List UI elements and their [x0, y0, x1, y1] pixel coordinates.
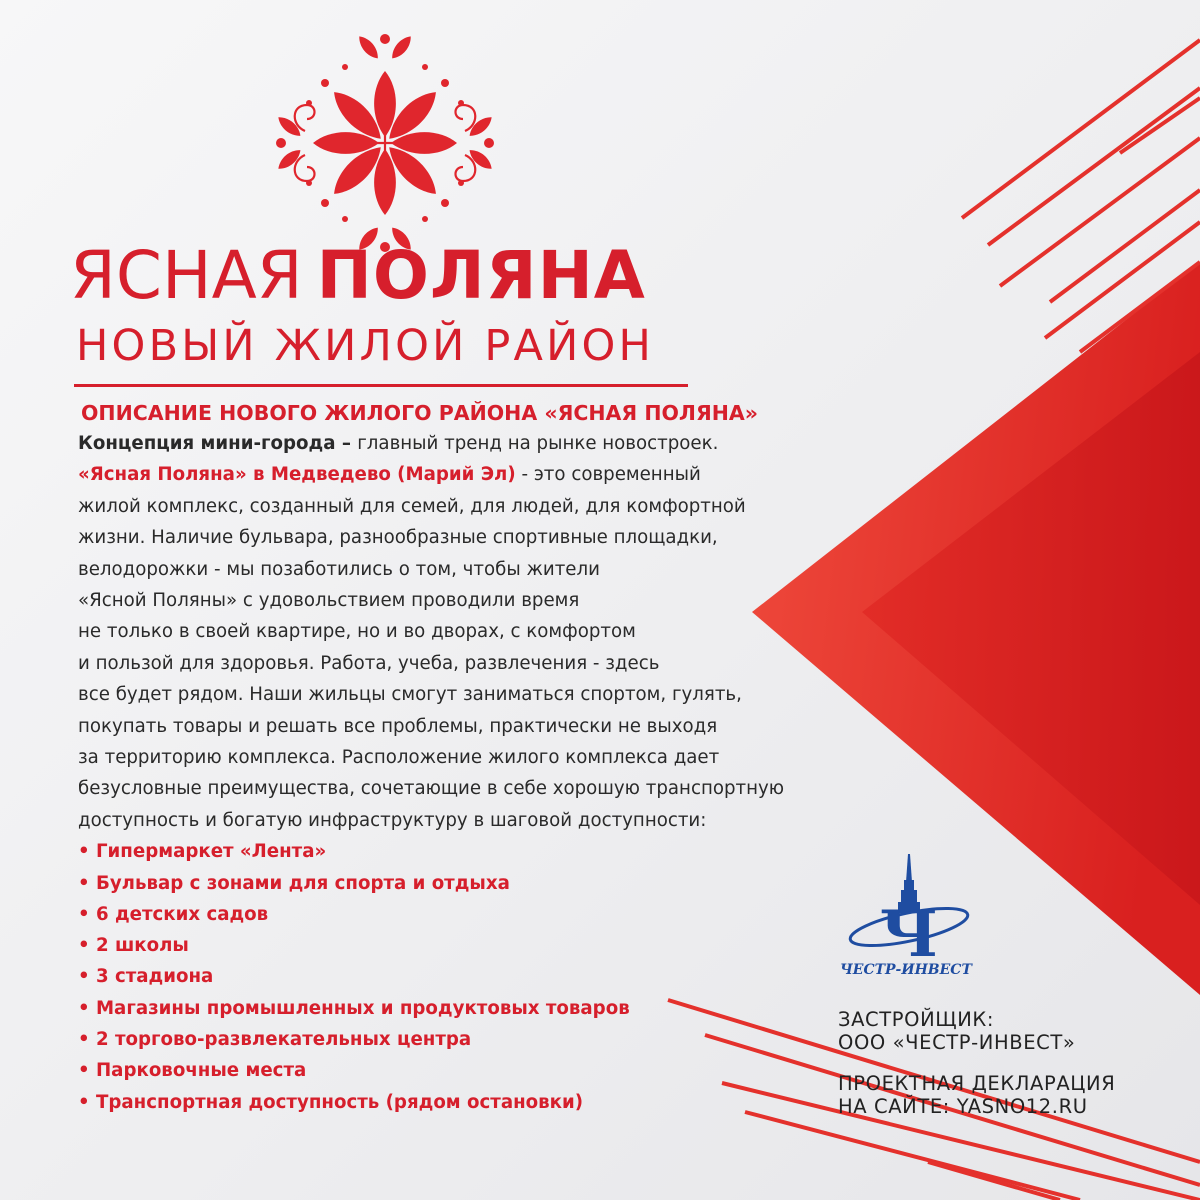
description-line: все будет рядом. Наши жильцы смогут заниматься спортом, гулять, — [78, 684, 742, 706]
chester-letter: Ч — [879, 897, 939, 972]
feature-item: • Бульвар с зонами для спорта и отдыха — [78, 872, 510, 894]
developer-label: ЗАСТРОЙЩИК: — [838, 1008, 994, 1031]
description-line — [78, 428, 878, 459]
description-line: жизни. Наличие бульвара, разнообразные спортивные площадки, — [78, 527, 718, 549]
feature-item: • Транспортная доступность (рядом остановки) — [78, 1091, 584, 1113]
feature-item: • Гипермаркет «Лента» — [78, 841, 327, 863]
description-line: покупать товары и решать все проблемы, практически не выходя — [78, 715, 718, 737]
description-line: «Ясной Поляны» с удовольствием проводили время — [78, 590, 580, 612]
red-floral-ornament-icon — [270, 28, 500, 260]
description-text — [78, 428, 878, 836]
location-rest: - это современный — [515, 464, 701, 486]
developer-logo-text: ЧЕСТР-ИНВЕСТ — [840, 962, 972, 978]
brand-block — [70, 236, 710, 387]
brand-title-bold: ПОЛЯНА — [316, 237, 646, 314]
brand-subtitle: НОВЫЙ ЖИЛОЙ РАЙОН — [76, 321, 655, 371]
feature-item: • Парковочные места — [78, 1060, 307, 1082]
location-red: «Ясная Поляна» в Медведево (Марий Эл) — [78, 464, 516, 486]
feature-item: • Магазины промышленных и продуктовых товаров — [78, 997, 630, 1019]
feature-item: • 2 школы — [78, 935, 189, 957]
feature-item: • 2 торгово-развлекательных центра — [78, 1029, 472, 1051]
description-line: доступность и богатую инфраструктуру в шаговой доступности: — [78, 809, 707, 831]
brand-title-light: ЯСНАЯ — [70, 237, 303, 314]
concept-rest: главный тренд на рынке новостроек. — [357, 433, 719, 454]
declaration-line-2: НА САЙТЕ: YASNO12.RU — [838, 1095, 1088, 1118]
description-line: жилой комплекс, созданный для семей, для людей, для комфортной — [78, 495, 746, 517]
description-line: не только в своей квартире, но и во дворах, с комфортом — [78, 621, 636, 643]
feature-item: • 3 стадиона — [78, 966, 214, 988]
brand-title — [70, 236, 710, 316]
description-line — [78, 459, 878, 490]
feature-item: • 6 детских садов — [78, 903, 269, 925]
description-line: и пользой для здоровья. Работа, учеба, развлечения - здесь — [78, 652, 660, 674]
description-line: за территорию комплекса. Расположение жилого комплекса дает — [78, 747, 720, 769]
developer-info — [838, 1008, 1115, 1118]
description-line: безусловные преимущества, сочетающие в себе хорошую транспортную — [78, 778, 785, 800]
developer-name: ООО «ЧЕСТР-ИНВЕСТ» — [838, 1031, 1076, 1054]
concept-bold: Концепция мини-города – — [78, 433, 358, 454]
features-list — [78, 836, 878, 1118]
declaration-line-1: ПРОЕКТНАЯ ДЕКЛАРАЦИЯ — [838, 1072, 1116, 1095]
brand-underline — [74, 384, 688, 387]
description-block — [78, 398, 878, 1118]
description-heading: ОПИСАНИЕ НОВОГО ЖИЛОГО РАЙОНА «ЯСНАЯ ПОЛЯНА» — [81, 401, 759, 425]
description-line: велодорожки - мы позаботились о том, чтобы жители — [78, 558, 600, 580]
